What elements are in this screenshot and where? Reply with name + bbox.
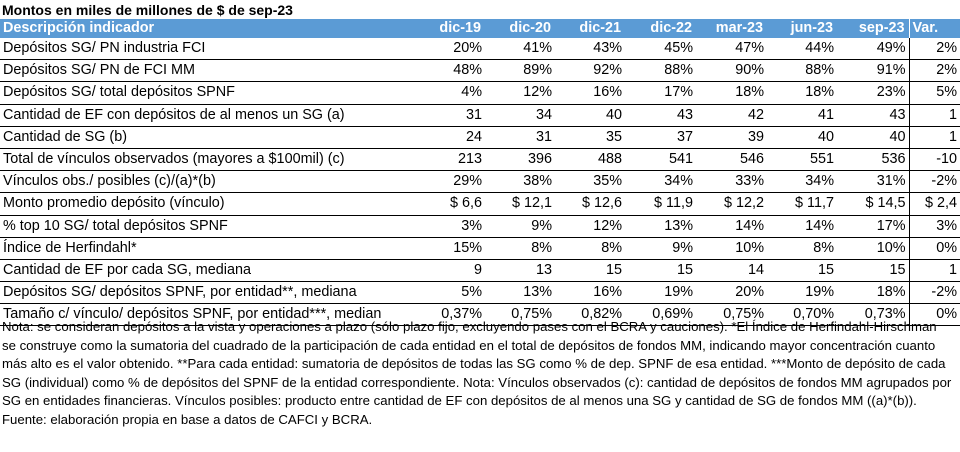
row-label: Depósitos SG/ PN industria FCI (0, 38, 415, 60)
cell-value: 47% (696, 38, 767, 60)
cell-value: 8% (767, 237, 837, 259)
table-row (0, 215, 960, 237)
cell-value: 39 (696, 126, 767, 148)
cell-value: 18% (837, 282, 909, 304)
cell-var: 1 (909, 126, 960, 148)
cell-value: 0,73% (837, 304, 909, 326)
cell-value: 17% (837, 215, 909, 237)
cell-value: $ 12,2 (696, 193, 767, 215)
cell-var: 5% (909, 82, 960, 104)
cell-value: 14% (767, 215, 837, 237)
table-row (0, 259, 960, 281)
cell-value: 9% (625, 237, 696, 259)
cell-value: 19% (767, 282, 837, 304)
cell-value: 3% (415, 215, 485, 237)
cell-var: 0% (909, 304, 960, 326)
cell-value: 15 (837, 259, 909, 281)
cell-value: $ 12,6 (555, 193, 625, 215)
table-row (0, 38, 960, 60)
cell-value: 92% (555, 60, 625, 82)
header-col: dic-19 (415, 19, 485, 38)
header-col: mar-23 (696, 19, 767, 38)
cell-value: 8% (555, 237, 625, 259)
cell-value: 16% (555, 82, 625, 104)
cell-value: 48% (415, 60, 485, 82)
cell-value: 24 (415, 126, 485, 148)
cell-var: 0% (909, 237, 960, 259)
cell-var: 2% (909, 38, 960, 60)
header-col: dic-22 (625, 19, 696, 38)
table-row (0, 104, 960, 126)
header-col: dic-21 (555, 19, 625, 38)
row-label: Cantidad de SG (b) (0, 126, 415, 148)
cell-value: 14% (696, 215, 767, 237)
table-row (0, 148, 960, 170)
cell-value: $ 11,9 (625, 193, 696, 215)
cell-value: 9% (485, 215, 555, 237)
cell-value: 14 (696, 259, 767, 281)
cell-value: 34% (767, 171, 837, 193)
table-row (0, 282, 960, 304)
cell-value: 31 (485, 126, 555, 148)
row-label: % top 10 SG/ total depósitos SPNF (0, 215, 415, 237)
cell-value: 18% (696, 82, 767, 104)
cell-value: $ 12,1 (485, 193, 555, 215)
notes (2, 318, 952, 430)
row-label: Depósitos SG/ total depósitos SPNF (0, 82, 415, 104)
note-text: Nota: se consideran depósitos a la vista y operaciones a plazo (sólo plazo fijo, excluyendo pases con el BCRA y cauciones). *El Índice de Herfindahl-Hirschman se construye como la sumatoria del cuadrado de la participación de cada entidad en el total de depósitos de fondos MM, indicando mayor concentración cuanto más alto es el valor obtenido. **Para cada entidad: sumatoria de depósitos de todas las SG como % de dep. SPNF de esa entidad. ***Monto de depósito de cada SG (individual) como % de depósitos del SPNF de la entidad correspondiente. Nota: Vínculos observados (c): cantidad de depósitos de fondos MM agrupados por SG en entidades financieras. Vínculos posibles: producto entre cantidad de EF con depósitos de al menos una SG y cantidad de SG de fondos MM ((a)*(b)). (2, 319, 952, 409)
cell-value: 42 (696, 104, 767, 126)
cell-value: 20% (696, 282, 767, 304)
cell-value: 38% (485, 171, 555, 193)
header-var: Var. (909, 19, 960, 38)
cell-value: 10% (837, 237, 909, 259)
cell-value: 0,69% (625, 304, 696, 326)
cell-var: 1 (909, 259, 960, 281)
cell-value: 5% (415, 282, 485, 304)
cell-var: -2% (909, 171, 960, 193)
cell-value: $ 6,6 (415, 193, 485, 215)
cell-value: 15 (767, 259, 837, 281)
header-col: jun-23 (767, 19, 837, 38)
cell-value: 396 (485, 148, 555, 170)
table-row (0, 60, 960, 82)
cell-value: 13 (485, 259, 555, 281)
cell-value: 0,70% (767, 304, 837, 326)
cell-value: 9 (415, 259, 485, 281)
cell-value: 43 (837, 104, 909, 126)
cell-value: 40 (837, 126, 909, 148)
cell-value: 44% (767, 38, 837, 60)
cell-value: 43% (555, 38, 625, 60)
row-label: Monto promedio depósito (vínculo) (0, 193, 415, 215)
cell-value: 20% (415, 38, 485, 60)
cell-value: 0,75% (485, 304, 555, 326)
cell-value: 13% (485, 282, 555, 304)
cell-value: 89% (485, 60, 555, 82)
cell-value: 16% (555, 282, 625, 304)
cell-value: 40 (767, 126, 837, 148)
cell-value: 12% (485, 82, 555, 104)
table-title: Montos en miles de millones de $ de sep-23 (2, 2, 293, 18)
cell-value: 88% (767, 60, 837, 82)
cell-value: 29% (415, 171, 485, 193)
cell-value: 10% (696, 237, 767, 259)
cell-value: 31% (837, 171, 909, 193)
table-body (0, 38, 960, 326)
cell-value: 12% (555, 215, 625, 237)
row-label: Depósitos SG/ depósitos SPNF, por entidad**, mediana (0, 282, 415, 304)
row-label: Total de vínculos observados (mayores a $100mil) (c) (0, 148, 415, 170)
cell-var: 1 (909, 104, 960, 126)
cell-value: 0,75% (696, 304, 767, 326)
cell-value: 213 (415, 148, 485, 170)
cell-value: 19% (625, 282, 696, 304)
cell-value: 91% (837, 60, 909, 82)
cell-var: -10 (909, 148, 960, 170)
cell-value: 31 (415, 104, 485, 126)
cell-value: 43 (625, 104, 696, 126)
cell-var: 2% (909, 60, 960, 82)
cell-value: 488 (555, 148, 625, 170)
source-text: Fuente: elaboración propia en base a datos de CAFCI y BCRA. (2, 411, 373, 427)
table-row (0, 82, 960, 104)
cell-value: 37 (625, 126, 696, 148)
cell-value: 551 (767, 148, 837, 170)
cell-value: 13% (625, 215, 696, 237)
cell-value: 541 (625, 148, 696, 170)
table-row (0, 171, 960, 193)
cell-var: 3% (909, 215, 960, 237)
cell-value: 90% (696, 60, 767, 82)
cell-value: 0,37% (415, 304, 485, 326)
cell-value: 40 (555, 104, 625, 126)
cell-value: 536 (837, 148, 909, 170)
row-label: Tamaño c/ vínculo/ depósitos SPNF, por entidad***, median (0, 304, 415, 326)
cell-value: 88% (625, 60, 696, 82)
cell-value: 4% (415, 82, 485, 104)
cell-value: 41 (767, 104, 837, 126)
cell-value: 8% (485, 237, 555, 259)
cell-value: 41% (485, 38, 555, 60)
header-desc: Descripción indicador (0, 19, 415, 38)
indicator-table (0, 19, 960, 326)
cell-value: 546 (696, 148, 767, 170)
cell-value: 23% (837, 82, 909, 104)
cell-var: $ 2,4 (909, 193, 960, 215)
header-row (0, 19, 960, 38)
cell-value: 15 (625, 259, 696, 281)
cell-value: 45% (625, 38, 696, 60)
cell-value: 49% (837, 38, 909, 60)
table-row (0, 193, 960, 215)
cell-value: $ 14,5 (837, 193, 909, 215)
cell-value: 15 (555, 259, 625, 281)
cell-value: $ 11,7 (767, 193, 837, 215)
row-label: Índice de Herfindahl* (0, 237, 415, 259)
cell-value: 17% (625, 82, 696, 104)
cell-value: 0,82% (555, 304, 625, 326)
cell-value: 33% (696, 171, 767, 193)
cell-value: 34% (625, 171, 696, 193)
header-col: sep-23 (837, 19, 909, 38)
row-label: Cantidad de EF por cada SG, mediana (0, 259, 415, 281)
cell-var: -2% (909, 282, 960, 304)
cell-value: 35 (555, 126, 625, 148)
table-row (0, 237, 960, 259)
cell-value: 35% (555, 171, 625, 193)
cell-value: 34 (485, 104, 555, 126)
cell-value: 15% (415, 237, 485, 259)
row-label: Vínculos obs./ posibles (c)/(a)*(b) (0, 171, 415, 193)
header-col: dic-20 (485, 19, 555, 38)
table-row (0, 126, 960, 148)
cell-value: 18% (767, 82, 837, 104)
row-label: Depósitos SG/ PN de FCI MM (0, 60, 415, 82)
row-label: Cantidad de EF con depósitos de al menos un SG (a) (0, 104, 415, 126)
